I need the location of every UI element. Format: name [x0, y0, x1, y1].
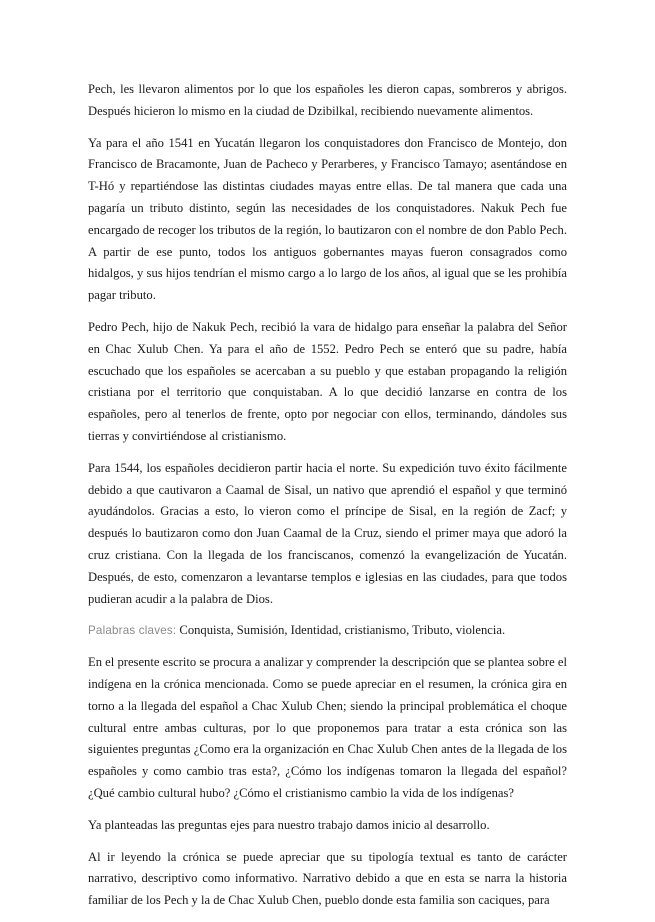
document-page [88, 79, 567, 922]
paragraph-development-start: Ya planteadas las preguntas ejes para nuestro trabajo damos inicio al desarrollo. [88, 817, 490, 832]
paragraph-pedro-pech: Pedro Pech, hijo de Nakuk Pech, recibió la vara de hidalgo para enseñar la palabra del Señor en Chac Xulub Chen. Ya para el año de 1552. Pedro Pech se enteró que su padre, había escuchado que los españoles se acercaban a su pueblo y que estaban propagando la religión cristiana por el territorio que conquistaban. A lo que decidió lanzarse en contra de los españoles, pero al tenerlos de frente, opto por negociar con ellos, terminando, dándoles sus tierras y convirtiéndose al cristianismo. [88, 319, 567, 443]
keywords-line [88, 620, 567, 642]
paragraph-1544-expedition: Para 1544, los españoles decidieron partir hacia el norte. Su expedición tuvo éxito fácilmente debido a que cautivaron a Caamal de Sisal, un nativo que aprendió el español y que terminó ayudándolos. Gracias a esto, lo vieron como el príncipe de Sisal, en la región de Zacf; y después lo bautizaron como don Juan Caamal de la Cruz, siendo el primer maya que adoró la cruz cristiana. Con la llegada de los franciscanos, comenzó la evangelización de Yucatán. Después, de esto, comenzaron a levantarse templos e iglesias en las ciudades, para que todos pudieran acudir a la palabra de Dios. [88, 460, 567, 606]
paragraph-objective: En el presente escrito se procura a analizar y comprender la descripción que se plantea sobre el indígena en la crónica mencionada. Como se puede apreciar en el resumen, la crónica gira en torno a la llegada del español a Chac Xulub Chen; siendo la principal problemática el choque cultural entre ambas culturas, por lo que proponemos para tratar a esta crónica son las siguientes preguntas ¿Como era la organización en Chac Xulub Chen antes de la llegada de los españoles y como cambio tras esta?, ¿Cómo los indígenas tomaron la llegada del español? ¿Qué cambio cultural hubo? ¿Cómo el cristianismo cambio la vida de los indígenas? [88, 655, 567, 800]
paragraph-1541-conquistadores: Ya para el año 1541 en Yucatán llegaron los conquistadores don Francisco de Montejo, don Francisco de Bracamonte, Juan de Pacheco y Perarberes, y Francisco Tamayo; asentándose en T-Hó y repartiéndose las distintas ciudades mayas entre ellas. De tal manera que cada una pagaría un tributo distinto, según las necesidades de los conquistadores. Nakuk Pech fue encargado de recoger los tributos de la región, lo bautizaron con el nombre de don Pablo Pech. A partir de ese punto, todos los antiguos gobernantes mayas fueron consagrados como hidalgos, y sus hijos tendrían el mismo cargo a lo largo de los años, al igual que se les prohibía pagar tributo. [88, 135, 567, 303]
keywords-label: Palabras claves: [88, 624, 177, 638]
paragraph-tipologia: Al ir leyendo la crónica se puede apreciar que su tipología textual es tanto de carácter narrativo, descriptivo como informativo. Narrativo debido a que en esta se narra la historia familiar de los Pech y la de Chac Xulub Chen, pueblo donde esta familia son caciques, para [88, 849, 567, 908]
keywords-text: Conquista, Sumisión, Identidad, cristianismo, Tributo, violencia. [179, 623, 506, 638]
paragraph-pech-intro: Pech, les llevaron alimentos por lo que los españoles les dieron capas, sombreros y abrigos. Después hicieron lo mismo en la ciudad de Dzibilkal, recibiendo nuevamente alimentos. [88, 82, 567, 118]
